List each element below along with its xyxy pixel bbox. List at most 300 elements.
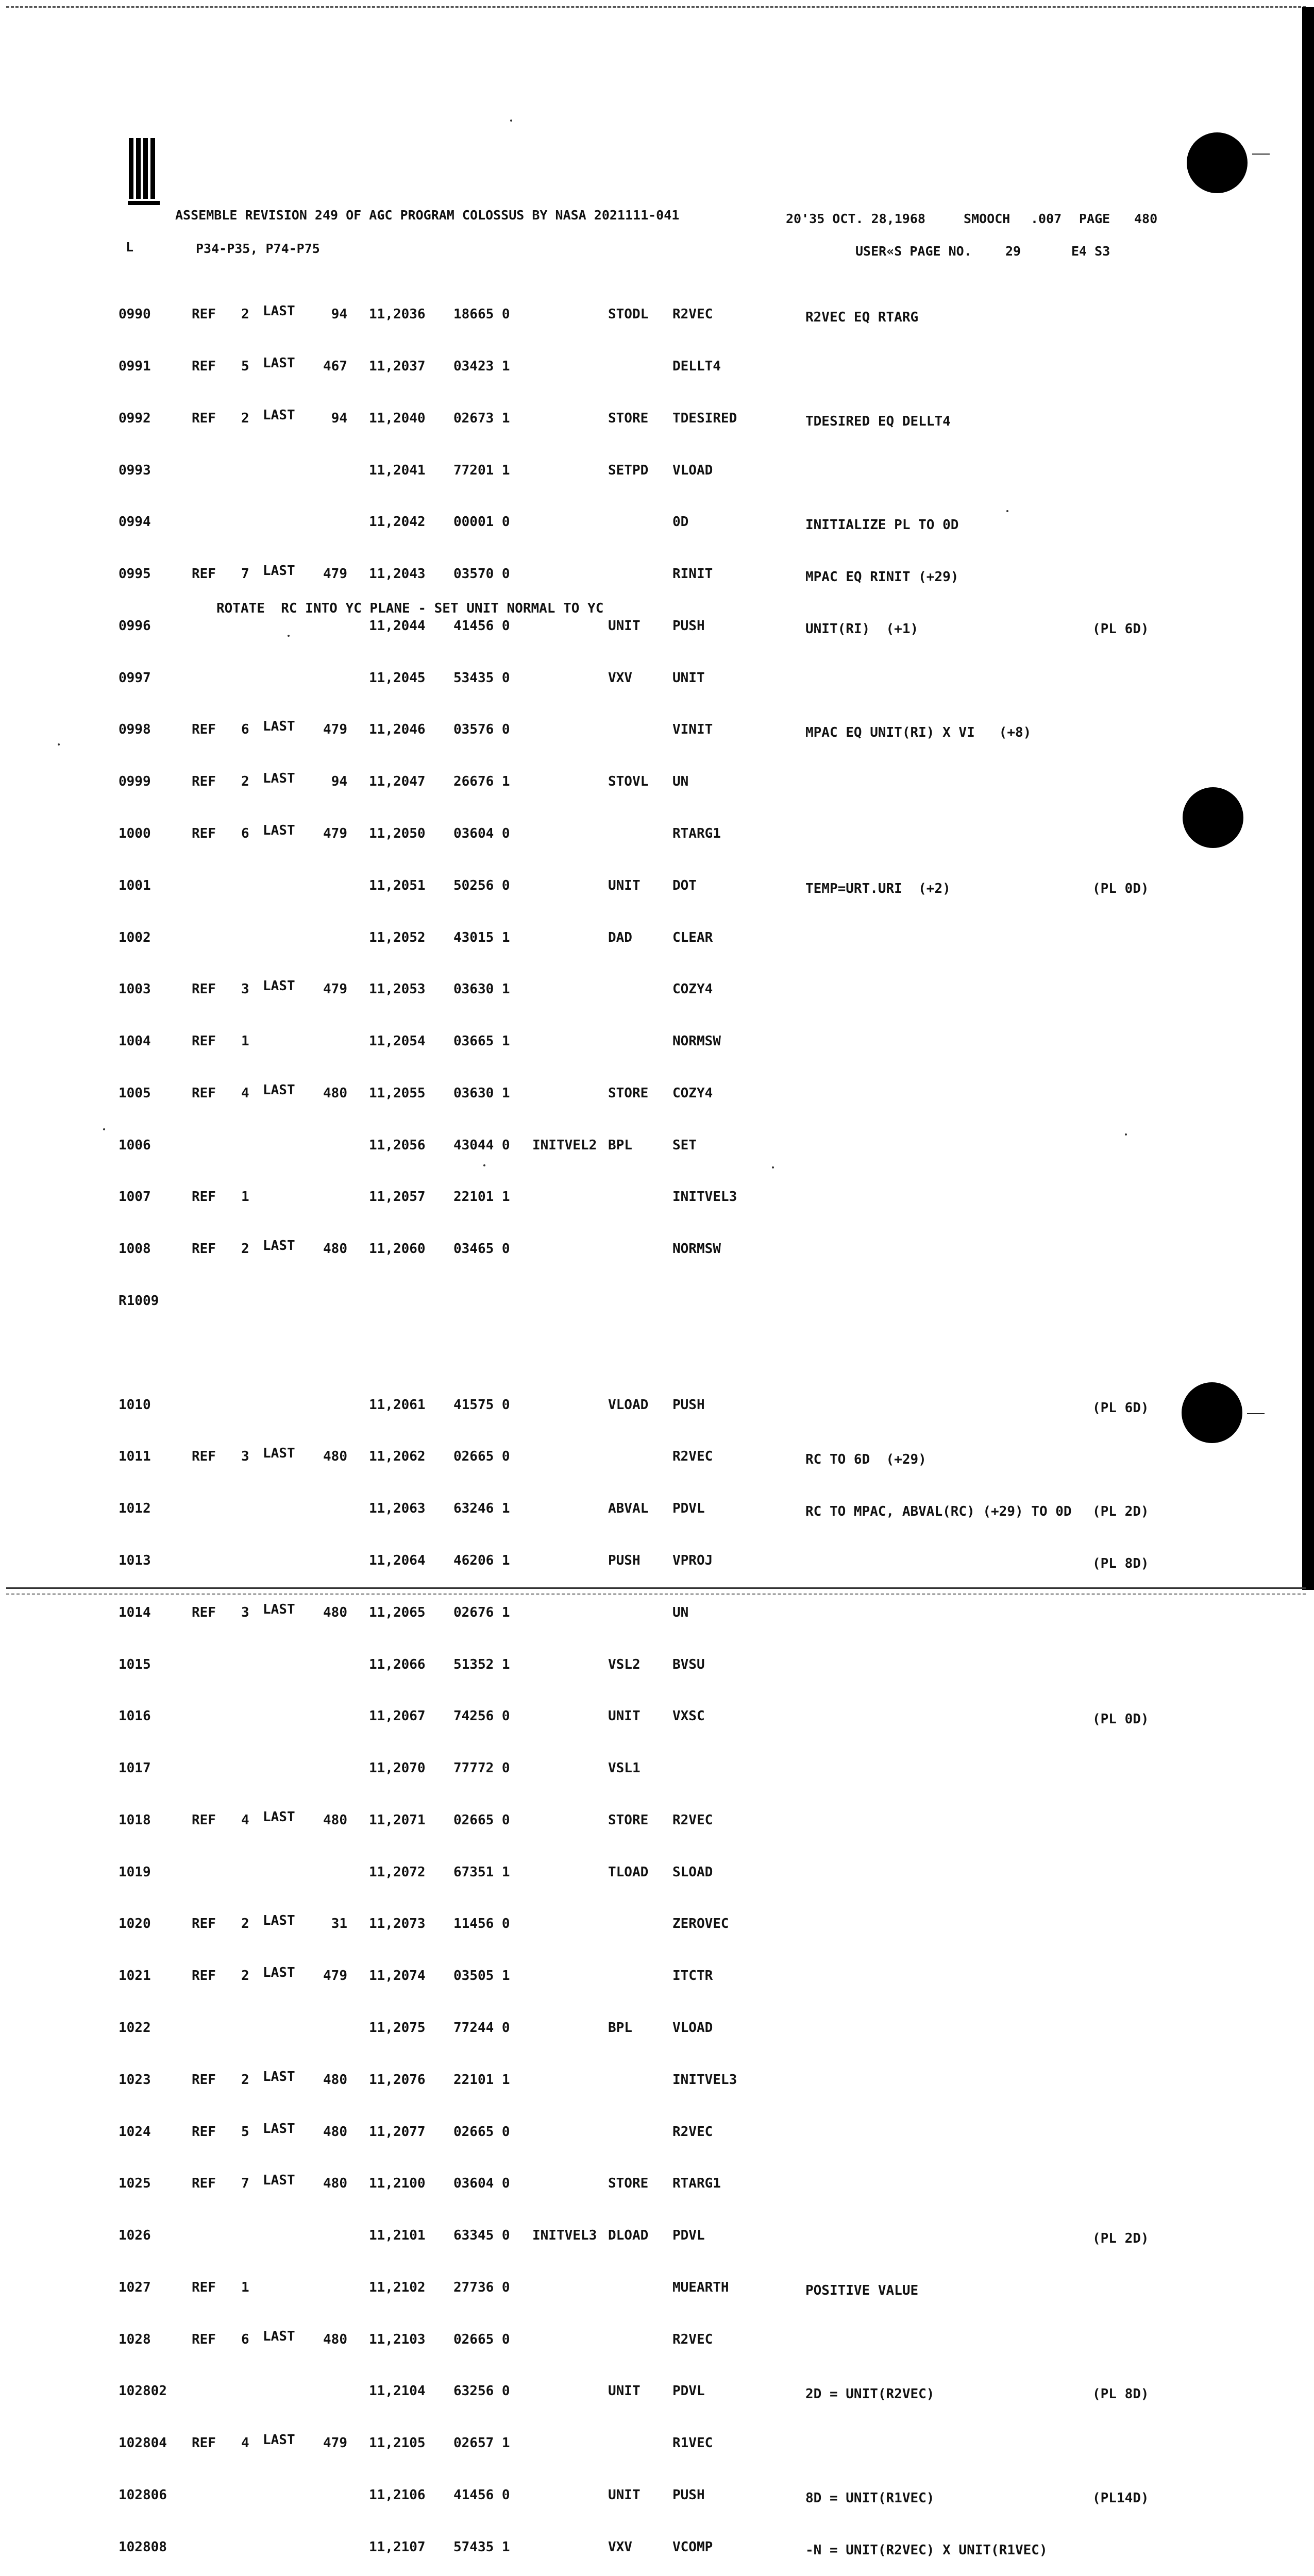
punch-tick (1247, 1413, 1265, 1414)
octal-word: 46206 1 (453, 1552, 510, 1568)
speck (772, 1166, 774, 1168)
octal-word: 43044 0 (453, 1137, 510, 1153)
line-number: 1022 (119, 2020, 151, 2036)
operand: R1VEC (672, 2435, 713, 2451)
ref-marker (192, 2539, 224, 2556)
ref-marker (192, 1397, 224, 1414)
label: INITVEL2 (532, 1137, 597, 1153)
comment (805, 2075, 1072, 2092)
operand: VCOMP (672, 2539, 713, 2555)
last-page (314, 2227, 347, 2245)
line-number: 1013 (119, 1552, 151, 1568)
ref-marker: REF (192, 826, 216, 841)
label (532, 2435, 597, 2452)
label (532, 1604, 597, 1622)
address: 11,2077 (369, 2124, 426, 2140)
comment (805, 1036, 1072, 1054)
line-number: 0995 (119, 566, 151, 582)
speck (58, 743, 60, 745)
opcode: VSL2 (608, 1656, 641, 1672)
line-number: 1004 (119, 1033, 151, 1049)
last-page: 480 (323, 1812, 347, 1828)
last-marker: LAST (263, 719, 295, 735)
label (532, 462, 597, 480)
opcode (608, 1241, 648, 1258)
last-page (314, 1033, 347, 1050)
line-number: 1027 (119, 2279, 151, 2295)
comment (805, 1919, 1072, 1936)
pushlist-note: (PL 6D) (1092, 1400, 1149, 1416)
opcode (608, 1293, 648, 1310)
ref-marker (192, 1293, 224, 1310)
opcode: STORE (608, 1812, 649, 1828)
ref-marker: REF (192, 2435, 216, 2451)
ref-count: 6 (241, 2331, 249, 2347)
operand: ITCTR (672, 1968, 713, 1984)
address: 11,2053 (369, 981, 426, 997)
opcode: BPL (608, 2020, 632, 2036)
line-number: 1011 (119, 1449, 151, 1465)
octal-word: 67351 1 (453, 1864, 510, 1880)
pushlist-note (1092, 828, 1149, 846)
label (532, 670, 597, 687)
ref-marker (192, 670, 224, 687)
pushlist-note (1092, 1192, 1149, 1209)
label (532, 1552, 597, 1570)
ref-count: 7 (241, 2176, 249, 2192)
comment (805, 933, 1072, 950)
pushlist-note (1092, 2282, 1149, 2300)
line-number: 102808 (119, 2539, 167, 2555)
ref-marker (192, 2487, 224, 2504)
line-number: 1008 (119, 1241, 151, 1257)
last-marker (263, 1394, 295, 1411)
opcode: STORE (608, 410, 649, 426)
octal-word: 03665 1 (453, 1033, 510, 1049)
punch-tick (1252, 154, 1270, 155)
line-number: 1006 (119, 1137, 151, 1153)
line-number: 0993 (119, 462, 151, 478)
ref-marker: REF (192, 1916, 216, 1932)
last-page: 480 (323, 1449, 347, 1465)
comment: 2D = UNIT(R2VEC) (805, 2386, 935, 2402)
comment (805, 1867, 1072, 1885)
line-number: 102802 (119, 2383, 167, 2399)
pushlist-note (1092, 724, 1149, 742)
label (532, 1241, 597, 1258)
label (532, 929, 597, 947)
last-marker (263, 2224, 295, 2242)
label (532, 1397, 597, 1414)
last-page: 479 (323, 981, 347, 997)
pushlist-note (1092, 1919, 1149, 1936)
operand: INITVEL3 (672, 1189, 737, 1205)
comment (805, 1763, 1072, 1781)
label (532, 1656, 597, 1674)
label (532, 721, 597, 739)
label (532, 1864, 597, 1882)
ref-marker (192, 1656, 224, 1674)
last-page (314, 1656, 347, 1674)
octal-word: 77201 1 (453, 462, 510, 478)
octal-word: 77244 0 (453, 2020, 510, 2036)
label (532, 981, 597, 998)
address: 11,2055 (369, 1085, 426, 1101)
octal-word: 03570 0 (453, 566, 510, 582)
address: 11,2054 (369, 1033, 426, 1049)
last-page: 479 (323, 826, 347, 841)
comment (805, 361, 1072, 379)
comment (805, 1815, 1072, 1833)
last-page (314, 2487, 347, 2504)
opcode: UNIT (608, 877, 641, 893)
octal-word: 02676 1 (453, 1604, 510, 1620)
label (532, 566, 597, 583)
opcode (608, 981, 648, 998)
opcode: STOVL (608, 774, 649, 790)
operand: RTARG1 (672, 2176, 721, 2192)
operand: R2VEC (672, 1449, 713, 1465)
last-page: 467 (323, 358, 347, 374)
opcode: DLOAD (608, 2228, 649, 2244)
operand: SET (672, 1137, 697, 1153)
operand-column (672, 272, 737, 2576)
ref-count: 2 (241, 307, 249, 323)
opcode: VXV (608, 2539, 632, 2555)
line-number: 0990 (119, 307, 151, 323)
ref-count: 2 (241, 410, 249, 426)
octal-word: 02665 0 (453, 2331, 510, 2347)
opcode (608, 2331, 648, 2349)
punch-hole-bottom (1182, 1382, 1242, 1443)
last-marker (263, 1030, 295, 1047)
ref-marker: REF (192, 1033, 216, 1049)
opcode (608, 2435, 648, 2452)
octal-word: 74256 0 (453, 1708, 510, 1724)
operand: PUSH (672, 1397, 705, 1413)
octal-word: 03576 0 (453, 722, 510, 738)
pushlist-note (1092, 1659, 1149, 1677)
last-marker (263, 1497, 295, 1515)
comment (805, 2230, 1072, 2248)
octal-word: 02665 0 (453, 1812, 510, 1828)
line-number: 1021 (119, 1968, 151, 1984)
line-number: 1002 (119, 929, 151, 945)
line-number-column (119, 272, 167, 2576)
address: 11,2063 (369, 1501, 426, 1517)
ref-count: 2 (241, 1916, 249, 1932)
label (532, 773, 597, 791)
octal-word: 41456 0 (453, 2487, 510, 2503)
pushlist-note: (PL 6D) (1092, 621, 1149, 637)
address: 11,2104 (369, 2383, 426, 2399)
ref-marker (192, 618, 224, 635)
pushlist-note (1092, 673, 1149, 690)
ref-marker (192, 1760, 224, 1777)
comment: RC TO 6D (+29) (805, 1452, 926, 1468)
label (532, 2487, 597, 2504)
address: 11,2057 (369, 1189, 426, 1205)
opcode (608, 1604, 648, 1622)
operand: UNIT (672, 670, 705, 686)
last-page: 480 (323, 2124, 347, 2140)
opcode: PUSH (608, 1552, 641, 1568)
last-page (314, 1708, 347, 1725)
ref-marker (192, 1500, 224, 1518)
operand (672, 1293, 737, 1310)
label (532, 2539, 597, 2556)
label (532, 1293, 597, 1310)
operand: COZY4 (672, 981, 713, 997)
comment (805, 1140, 1072, 1158)
comment: TEMP=URT.URI (+2) (805, 880, 951, 896)
address: 11,2061 (369, 1397, 426, 1413)
operand: R2VEC (672, 2331, 713, 2347)
address: 11,2107 (369, 2539, 426, 2555)
label (532, 2020, 597, 2037)
octal-word: 02673 1 (453, 410, 510, 426)
operand: CLEAR (672, 929, 713, 945)
label (532, 1968, 597, 1985)
label (532, 306, 597, 324)
opcode (608, 2124, 648, 2141)
opcode (608, 1189, 648, 1206)
last-marker (263, 1342, 295, 1359)
pushlist-note (1092, 2334, 1149, 2352)
ref-count: 7 (241, 566, 249, 582)
ref-count: 4 (241, 1085, 249, 1101)
last-page (314, 462, 347, 480)
operand: ZEROVEC (672, 1916, 729, 1932)
pushlist-note (1092, 1763, 1149, 1781)
operand: INITVEL3 (672, 2072, 737, 2088)
last-page (314, 670, 347, 687)
operand: TDESIRED (672, 410, 737, 426)
comment (805, 2023, 1072, 2040)
line-number: 0992 (119, 410, 151, 426)
last-marker (263, 2276, 295, 2294)
ref-count: 3 (241, 1449, 249, 1465)
opcode: VSL1 (608, 1760, 641, 1776)
last-page (314, 514, 347, 531)
last-marker (263, 1549, 295, 1567)
last-marker: LAST (263, 823, 295, 838)
line-number (119, 1345, 167, 1362)
operand: MUEARTH (672, 2279, 729, 2295)
pushlist-note (1092, 1244, 1149, 1261)
last-page (314, 1189, 347, 1206)
pushlist-note (1092, 413, 1149, 431)
octal-word: 53435 0 (453, 670, 510, 686)
last-page: 480 (323, 1241, 347, 1257)
ref-marker (192, 1864, 224, 1882)
last-page (314, 1345, 347, 1362)
last-marker (263, 511, 295, 528)
address: 11,2044 (369, 618, 426, 634)
opcode (608, 721, 648, 739)
label (532, 1812, 597, 1829)
ref-count: 5 (241, 358, 249, 374)
ref-marker (192, 877, 224, 895)
ref-count: 1 (241, 1189, 249, 1205)
line-number: R1009 (119, 1293, 159, 1309)
label (532, 2175, 597, 2193)
ref-marker (192, 1552, 224, 1570)
line-number: 1005 (119, 1085, 151, 1101)
octal-word: 02665 0 (453, 2124, 510, 2140)
pushlist-note (1092, 1140, 1149, 1158)
ref-marker: REF (192, 1085, 216, 1101)
operand: VLOAD (672, 2020, 713, 2036)
operand: R2VEC (672, 2124, 713, 2140)
comment: RC TO MPAC, ABVAL(RC) (+29) TO 0D (805, 1504, 1072, 1520)
octal-word: 03604 0 (453, 2176, 510, 2192)
label (532, 1448, 597, 1466)
last-marker (263, 2380, 295, 2397)
logo-bars (128, 138, 160, 206)
last-marker (263, 1134, 295, 1151)
label (532, 2331, 597, 2349)
opcode (608, 358, 648, 376)
address (369, 1293, 426, 1310)
line-number: 102804 (119, 2435, 167, 2451)
opcode (608, 825, 648, 843)
line-number: 1018 (119, 1812, 151, 1828)
opcode (608, 566, 648, 583)
label (532, 1033, 597, 1050)
label (532, 2124, 597, 2141)
address: 11,2074 (369, 1968, 426, 1984)
octal-word: 77772 0 (453, 1760, 510, 1776)
comment (805, 465, 1072, 483)
pushlist-note (1092, 2075, 1149, 2092)
comment: UNIT(RI) (+1) (805, 621, 919, 637)
punch-hole-middle (1183, 787, 1243, 848)
comment (805, 2438, 1072, 2455)
line-number: 1000 (119, 826, 151, 841)
line-number: 1012 (119, 1501, 151, 1517)
line-number: 0998 (119, 722, 151, 738)
line-number: 1024 (119, 2124, 151, 2140)
last-marker: LAST (263, 2121, 295, 2137)
address: 11,2067 (369, 1708, 426, 1724)
pushlist-note (1092, 309, 1149, 327)
ref-count: 2 (241, 1241, 249, 1257)
octal-word: 02665 0 (453, 1449, 510, 1465)
pushlist-note (1092, 2178, 1149, 2196)
comment: MPAC EQ RINIT (+29) (805, 569, 959, 585)
comment: POSITIVE VALUE (805, 2282, 919, 2298)
line-number: 1023 (119, 2072, 151, 2088)
operand: NORMSW (672, 1033, 721, 1049)
last-marker (263, 1653, 295, 1671)
line-number: 1003 (119, 981, 151, 997)
label (532, 825, 597, 843)
address: 11,2047 (369, 774, 426, 790)
line-number: 1026 (119, 2228, 151, 2244)
last-marker (263, 2484, 295, 2501)
address: 11,2106 (369, 2487, 426, 2503)
octal-word: 26676 1 (453, 774, 510, 790)
ref-marker (192, 1345, 224, 1362)
ref-marker: REF (192, 1241, 216, 1257)
address: 11,2036 (369, 307, 426, 323)
opcode: UNIT (608, 2487, 641, 2503)
operand: RINIT (672, 566, 713, 582)
ref-count: 6 (241, 722, 249, 738)
last-page: 479 (323, 566, 347, 582)
octal-word: 00001 0 (453, 514, 510, 530)
pushlist-note: (PL 8D) (1092, 2386, 1149, 2402)
last-marker: LAST (263, 355, 295, 371)
address: 11,2042 (369, 514, 426, 530)
pushlist-note (1092, 2542, 1149, 2560)
ref-marker: REF (192, 1189, 216, 1205)
operand: UN (672, 1604, 689, 1620)
operand: SLOAD (672, 1864, 713, 1880)
octal-word: 63256 0 (453, 2383, 510, 2399)
last-marker: LAST (263, 771, 295, 787)
octal-word: 11456 0 (453, 1916, 510, 1932)
label: INITVEL3 (532, 2228, 597, 2244)
ref-marker: REF (192, 1812, 216, 1828)
last-page: 480 (323, 2072, 347, 2088)
last-marker: LAST (263, 2328, 295, 2344)
version: .007 (1031, 211, 1062, 226)
speck (1006, 510, 1008, 512)
last-page: 94 (331, 307, 347, 323)
octal-word: 50256 0 (453, 877, 510, 893)
octal-word: 03630 1 (453, 981, 510, 997)
operand: R2VEC (672, 1812, 713, 1828)
last-marker (263, 874, 295, 892)
address: 11,2043 (369, 566, 426, 582)
comment (805, 984, 1072, 1002)
pushlist-note (1092, 933, 1149, 950)
address: 11,2051 (369, 877, 426, 893)
section-title: P34-P35, P74-P75 (196, 241, 320, 256)
operand (672, 1345, 737, 1362)
address: 11,2066 (369, 1656, 426, 1672)
opcode: STORE (608, 2176, 649, 2192)
last-page (314, 1137, 347, 1155)
speck (510, 120, 512, 122)
last-marker: LAST (263, 303, 295, 319)
address: 11,2060 (369, 1241, 426, 1257)
opcode (608, 2072, 648, 2089)
pushlist-note (1092, 361, 1149, 379)
pushlist-note: (PL 8D) (1092, 1555, 1149, 1571)
ref-count: 6 (241, 826, 249, 841)
user-name: SMOOCH (964, 211, 1010, 226)
line-number: 1025 (119, 2176, 151, 2192)
label (532, 1760, 597, 1777)
address: 11,2065 (369, 1604, 426, 1620)
ref-marker: REF (192, 2124, 216, 2140)
pushlist-note (1092, 1867, 1149, 1885)
address: 11,2071 (369, 1812, 426, 1828)
ref-marker (192, 929, 224, 947)
ref-marker: REF (192, 1968, 216, 1984)
ref-marker (192, 2020, 224, 2037)
last-page: 480 (323, 1604, 347, 1620)
last-page: 479 (323, 1968, 347, 1984)
last-page: 480 (323, 1085, 347, 1101)
label (532, 1189, 597, 1206)
ref-count: 2 (241, 774, 249, 790)
speck (103, 1128, 105, 1130)
last-page: 480 (323, 2331, 347, 2347)
